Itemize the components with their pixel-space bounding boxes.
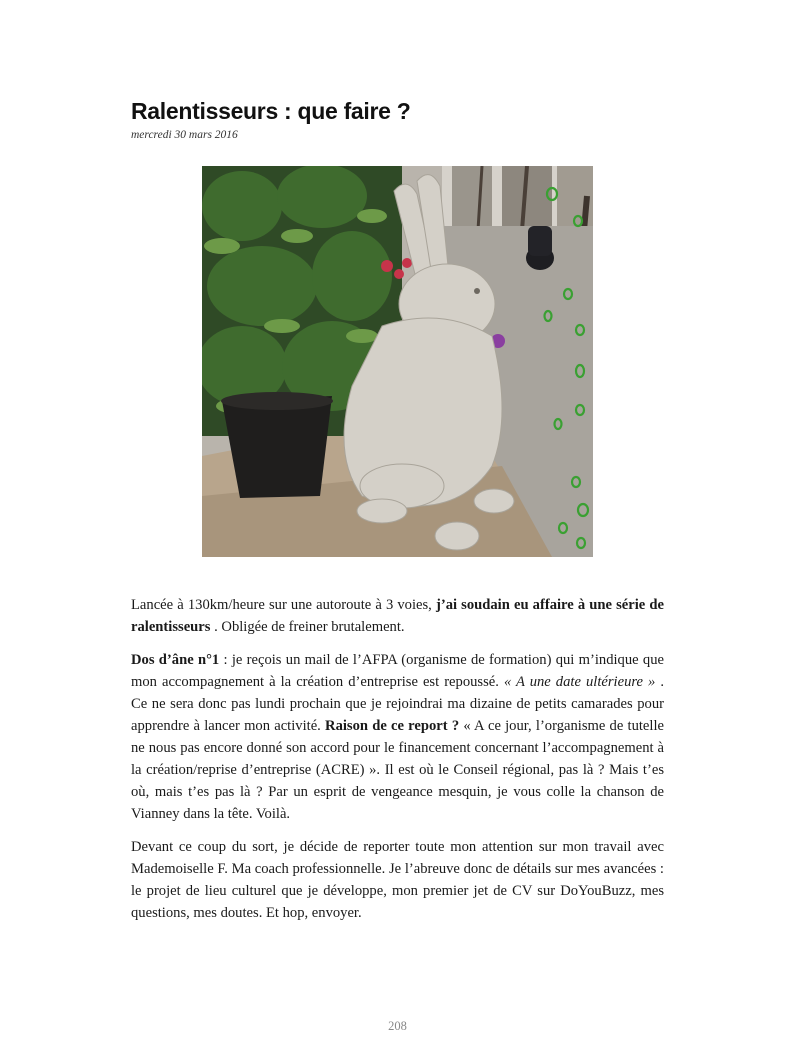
bold-run: j’ai soudain eu affaire à une série de ralentisseurs — [131, 597, 664, 635]
bold-run: Dos d’âne n°1 — [131, 652, 220, 668]
bold-run: Raison de ce report ? — [325, 718, 460, 734]
paragraph-1 — [131, 594, 664, 638]
page-number: 208 — [388, 1019, 407, 1033]
article-body — [131, 594, 664, 935]
article-date: mercredi 30 mars 2016 — [131, 129, 238, 141]
text-run: . Obligée de freiner brutalement. — [210, 619, 405, 635]
text-run: « A ce jour, l’organisme de tutelle ne nous pas encore donné son accord pour le financement concernant l’accompagnement à la création/reprise d’entreprise (ACRE) ». Il est où le Conseil régional, pas là ? Mais t’es où, mais t’es pas là ? Par un esprit de vengeance mesquin, je vous colle la chanson de Vianney dans la tête. Voilà. — [131, 718, 664, 822]
text-run: : je reçois un mail de l’AFPA (organisme de formation) qui m’indique que mon accompagnement à la création d’entreprise est repoussé. — [131, 652, 664, 690]
italic-run: « A une date ultérieure » — [503, 674, 656, 690]
text-run: Lancée à 130km/heure sur une autoroute à 3 voies, — [131, 597, 436, 613]
rabbit-statue-photo — [202, 166, 593, 557]
paragraph-3 — [131, 836, 664, 924]
article-title: Ralentisseurs : que faire ? — [131, 98, 411, 124]
text-run: Devant ce coup du sort, je décide de reporter toute mon attention sur mon travail avec Mademoiselle F. Ma coach professionnelle. Je l’abreuve donc de détails sur mes avancées : le projet de lieu culturel que je développe, mon premier jet de CV sur DoYouBuzz, mes questions, mes doutes. Et hop, envoyer. — [131, 839, 664, 921]
paragraph-2 — [131, 649, 664, 825]
text-run: . Ce ne sera donc pas lundi prochain que je rejoindrai ma dizaine de petits camarades pour apprendre à lancer mon activité. — [131, 674, 664, 734]
